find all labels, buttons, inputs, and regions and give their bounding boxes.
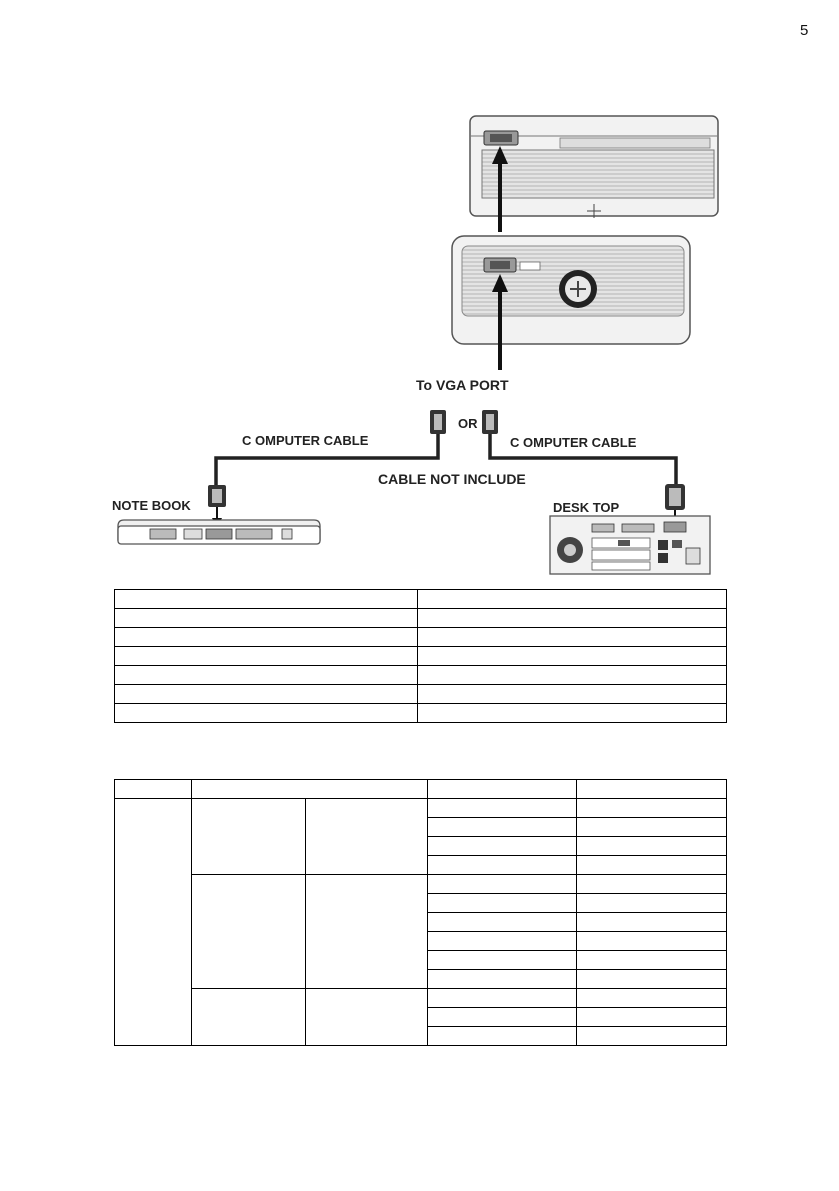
notebook-label: NOTE BOOK [112, 498, 191, 513]
table-cell [428, 951, 577, 970]
table-cell [115, 628, 418, 647]
table-row [115, 628, 727, 647]
computer-cable-label-right: C OMPUTER CABLE [510, 435, 637, 450]
table-cell [428, 894, 577, 913]
table-cell [428, 799, 577, 818]
table-cell [428, 913, 577, 932]
table-row [115, 704, 727, 723]
table-cell [428, 875, 577, 894]
table-group-cell [115, 799, 192, 1046]
table-cell [577, 837, 727, 856]
table-cell [577, 913, 727, 932]
cable-not-included-label: CABLE NOT INCLUDE [378, 471, 526, 487]
table-cell [115, 685, 418, 704]
computer-cable-label-left: C OMPUTER CABLE [242, 433, 369, 448]
table-cell [115, 666, 418, 685]
table-section-cell [192, 989, 306, 1046]
table-cell [418, 628, 727, 647]
table-section-cell [192, 799, 306, 875]
table-cell [577, 970, 727, 989]
table-cell [428, 1027, 577, 1046]
table-cell [577, 799, 727, 818]
table-cell [577, 894, 727, 913]
table-cell [577, 989, 727, 1008]
table-cell [577, 1008, 727, 1027]
table-row [115, 799, 727, 818]
table-cell [428, 818, 577, 837]
table-row [115, 989, 727, 1008]
table-header-row [115, 780, 727, 799]
table-row [115, 685, 727, 704]
table-cell [115, 704, 418, 723]
table-cell [418, 666, 727, 685]
table-row [115, 609, 727, 628]
connection-diagram [0, 0, 839, 590]
table-cell [115, 647, 418, 666]
table-header-cell [115, 780, 192, 799]
table-section-cell [306, 799, 428, 875]
table-cell [115, 609, 418, 628]
table-section-cell [192, 875, 306, 989]
table-row [115, 875, 727, 894]
table-section-cell [306, 875, 428, 989]
spec-table-2 [114, 779, 727, 1046]
table-header-cell [192, 780, 428, 799]
table-cell [418, 704, 727, 723]
table-cell [418, 609, 727, 628]
projector-rear-illustration [470, 116, 718, 218]
desktop-illustration [550, 516, 710, 574]
table-section-cell [306, 989, 428, 1046]
table-header-cell [428, 780, 577, 799]
table-row [115, 590, 727, 609]
page-number: 5 [800, 22, 809, 39]
table-cell [428, 932, 577, 951]
table-cell [577, 932, 727, 951]
notebook-illustration [118, 520, 320, 544]
table-cell [115, 590, 418, 609]
table-cell [577, 1027, 727, 1046]
table-row [115, 666, 727, 685]
table-cell [428, 989, 577, 1008]
table-header-cell [577, 780, 727, 799]
table-cell [428, 837, 577, 856]
table-cell [418, 590, 727, 609]
table-cell [428, 970, 577, 989]
table-cell [577, 951, 727, 970]
table-cell [418, 685, 727, 704]
spec-table-1 [114, 589, 727, 723]
desktop-label: DESK TOP [553, 500, 620, 515]
table-cell [428, 1008, 577, 1027]
or-label: OR [458, 416, 478, 431]
table-cell [418, 647, 727, 666]
table-cell [577, 818, 727, 837]
table-cell [428, 856, 577, 875]
table-cell [577, 856, 727, 875]
vga-port-label: To VGA PORT [416, 377, 509, 393]
table-cell [577, 875, 727, 894]
projector-front-illustration [452, 236, 690, 344]
table-row [115, 647, 727, 666]
